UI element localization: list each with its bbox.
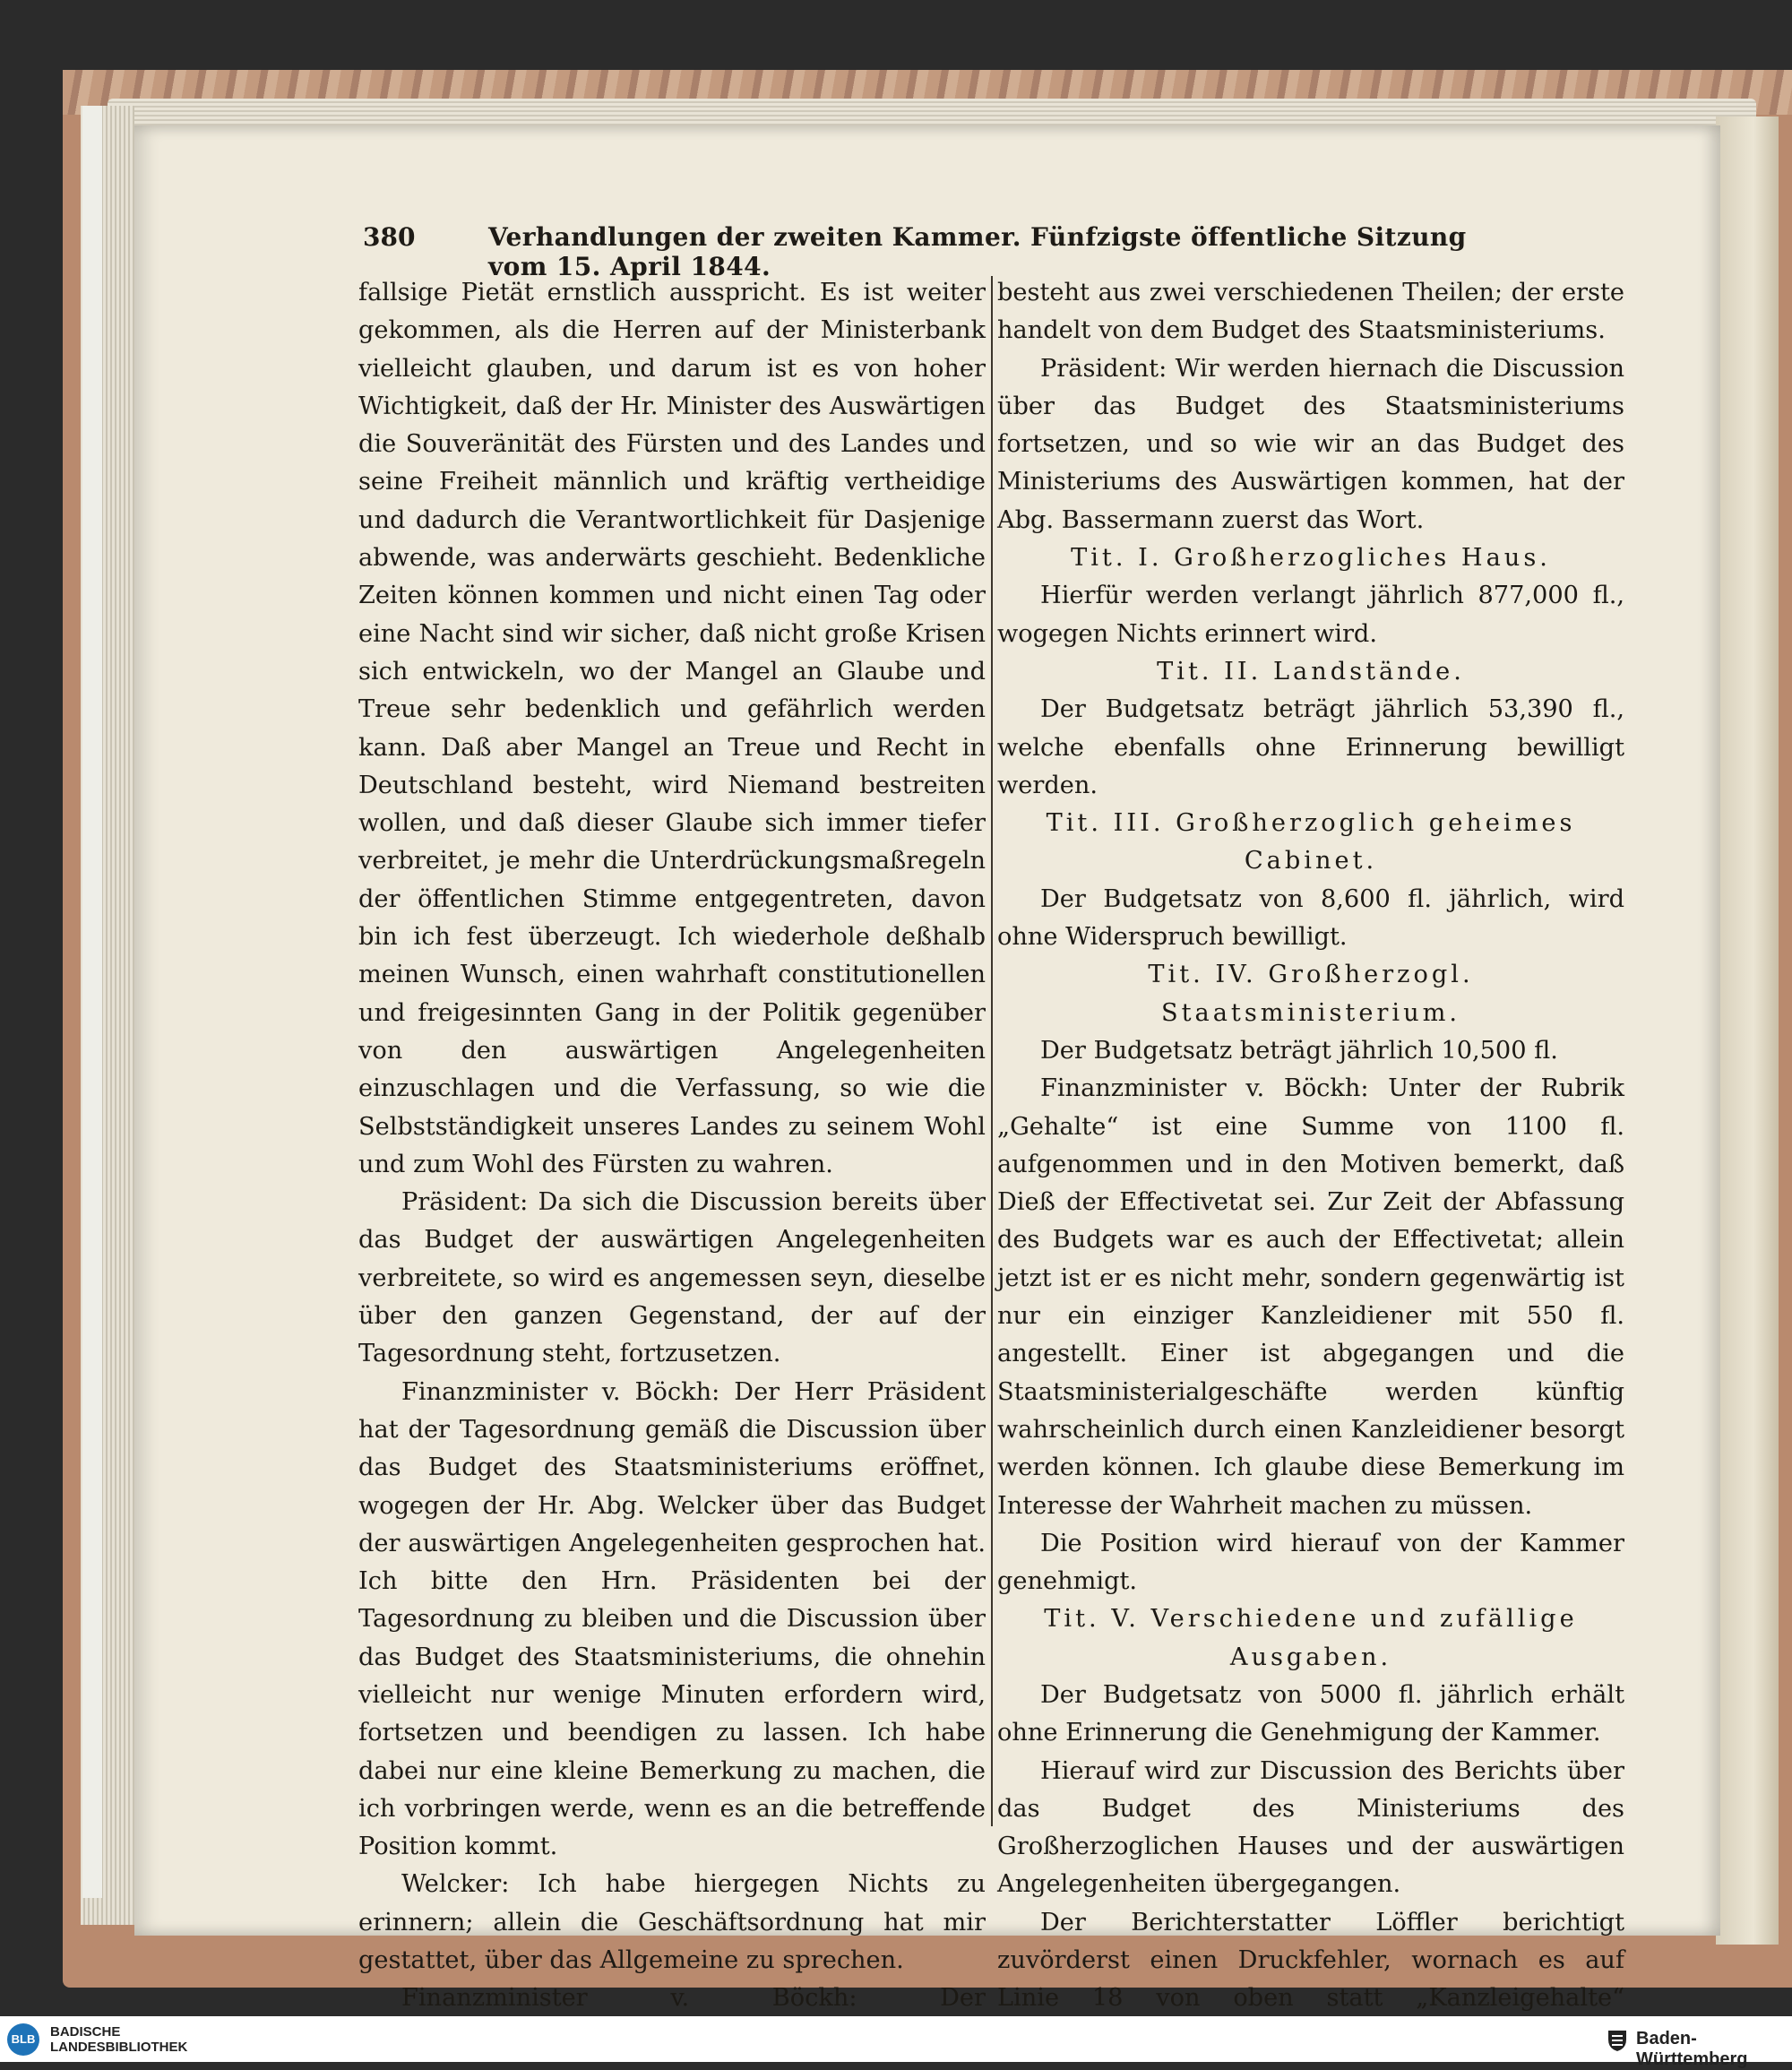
library-name <box>50 2024 187 2055</box>
paragraph: Der Budgetsatz beträgt jährlich 10,500 fl. <box>1040 1036 1558 1065</box>
paragraph: Der Budgetsatz von 8,600 fl. jährlich, wird ohne Widerspruch bewilligt. <box>997 884 1624 952</box>
section-title: Tit. V. Verschiedene und zufällige Ausgaben. <box>1044 1605 1578 1671</box>
paragraph: Die Position wird hierauf von der Kammer genehmigt. <box>997 1529 1624 1596</box>
paragraph: Hierfür werden verlangt jährlich 877,000 fl., wogegen Nichts erinnert wird. <box>997 582 1624 648</box>
paragraph: Der Budgetsatz beträgt jährlich 53,390 fl., welche ebenfalls ohne Erinnerung bewilligt werden. <box>997 695 1624 799</box>
paragraph: Finanzminister v. Böckh: Unter der Rubrik „Gehalte“ ist eine Summe von 1100 fl. aufgenommen und in den Motiven bemerkt, daß Dieß der Effectivetat sei. Zur Zeit der Abfassung des Budgets war es auch der Effectivetat; allein jetzt ist er es nicht mehr, sondern gegenwärtig ist nur ein einziger Kanzleidiener mit 550 fl. angestellt. Einer ist abgegangen und die Staatsministerialgeschäfte werden künftig wahrscheinlich durch einen Kanzleidiener besorgt werden können. Ich glaube diese Bemerkung im Interesse der Wahrheit machen zu müssen. <box>997 1074 1624 1520</box>
page-number: 380 <box>363 222 416 252</box>
section-title: Tit. III. Großherzoglich geheimes Cabinet. <box>1046 809 1576 875</box>
section-title: Tit. II. Landstände. <box>1157 657 1465 686</box>
paragraph: Hierauf wird zur Discussion des Berichts über das Budget des Ministeriums des Großherzoglichen Hauses und der auswärtigen Angelegenheiten übergegangen. <box>997 1756 1624 1899</box>
paragraph: besteht aus zwei verschiedenen Theilen; der erste handelt von dem Budget des Staatsministeriums. <box>997 279 1624 345</box>
baden-wuerttemberg-crest-icon <box>1606 2027 1629 2052</box>
right-column <box>997 274 1624 2013</box>
library-name-line2: LANDESBIBLIOTHEK <box>50 2040 188 2055</box>
blb-logo-icon[interactable]: BLB <box>7 2023 39 2056</box>
paragraph: fallsige Pietät ernstlich ausspricht. Es ist weiter gekommen, als die Herren auf der Ministerbank vielleicht glauben, und darum ist es von hoher Wichtigkeit, daß der Hr. Minister des Auswärtigen die Souveränität des Fürsten und des Landes und seine Freiheit männlich und kräftig vertheidige und dadurch die Verantwortlichkeit für Dasjenige abwende, was anderwärts geschieht. Bedenkliche Zeiten können kommen und nicht einen Tag oder eine Nacht sind wir sicher, daß nicht große Krisen sich entwickeln, wo der Mangel an Glaube und Treue sehr bedenklich und gefährlich werden kann. Daß aber Mangel an Treue und Recht in Deutschland besteht, wird Niemand bestreiten wollen, und daß dieser Glaube sich immer tiefer verbreitet, je mehr die Unterdrückungsmaßregeln der öffentlichen Stimme entgegentreten, davon bin ich fest überzeugt. Ich wiederhole deßhalb meinen Wunsch, einen wahrhaft constitutionellen und freigesinnten Gang in der Politik gegenüber von den auswärtigen Angelegenheiten einzuschlagen und die Verfassung, so wie die Selbstständigkeit unseres Landes zu seinem Wohl und zum Wohl des Fürsten zu wahren. <box>358 279 986 1178</box>
section-title: Tit. IV. Großherzogl. Staatsministerium. <box>1148 961 1474 1027</box>
paragraph: Finanzminister v. Böckh: Der Herr Präsident hat der Tagesordnung gemäß die Discussion über das Budget des Staatsministeriums eröffnet, wogegen der Hr. Abg. Welcker über das Budget der auswärtigen Angelegenheiten gesprochen hat. Ich bitte den Hrn. Präsidenten bei der Tagesordnung zu bleiben und die Discussion über das Budget des Staatsministeriums, die ohnehin vielleicht nur wenige Minuten erfordern wird, fortsetzen und beendigen zu lassen. Ich habe dabei nur eine kleine Bemerkung zu machen, die ich vorbringen werde, wenn es an die betreffende Position kommt. <box>358 1377 986 1861</box>
facing-page-edge <box>1716 116 1779 1945</box>
paragraph: Finanzminister v. Böckh: Der <box>401 1984 986 2013</box>
running-header <box>363 222 1510 281</box>
book-spine-strip <box>82 106 102 1898</box>
paragraph: Welcker: Ich habe hiergegen Nichts zu erinnern; allein die Geschäftsordnung hat mir gestattet, über das Allgemeine zu sprechen. <box>358 1870 986 1975</box>
paragraph: Der Berichterstatter Löffler berichtigt zuvörderst einen Druckfehler, wornach es auf Linie 18 von oben statt „Kanzleigehalte“ <box>997 1908 1624 2013</box>
paragraph: Präsident: Da sich die Discussion bereits über das Budget der auswärtigen Angelegenheiten verbreitete, so wird es angemessen seyn, dieselbe über den ganzen Gegenstand, der auf der Tagesordnung steht, fortzusetzen. <box>358 1188 986 1368</box>
running-title: Verhandlungen der zweiten Kammer. Fünfzigste öffentliche Sitzung vom 15. April 1844. <box>488 222 1467 281</box>
section-title: Tit. I. Großherzogliches Haus. <box>1071 544 1551 573</box>
state-logo-text[interactable]: Baden-Württemberg <box>1636 2029 1748 2069</box>
left-column <box>358 274 986 2013</box>
library-name-line1: BADISCHE <box>50 2024 121 2040</box>
paragraph: Präsident: Wir werden hiernach die Discussion über das Budget des Staatsministeriums fortsetzen, und so wie wir an das Budget des Ministeriums des Auswärtigen kommen, hat der Abg. Bassermann zuerst das Wort. <box>997 354 1624 534</box>
viewer-footer <box>0 2016 1792 2069</box>
paragraph: Der Budgetsatz von 5000 fl. jährlich erhält ohne Erinnerung die Genehmigung der Kammer. <box>997 1680 1624 1747</box>
column-rule <box>991 276 993 1826</box>
